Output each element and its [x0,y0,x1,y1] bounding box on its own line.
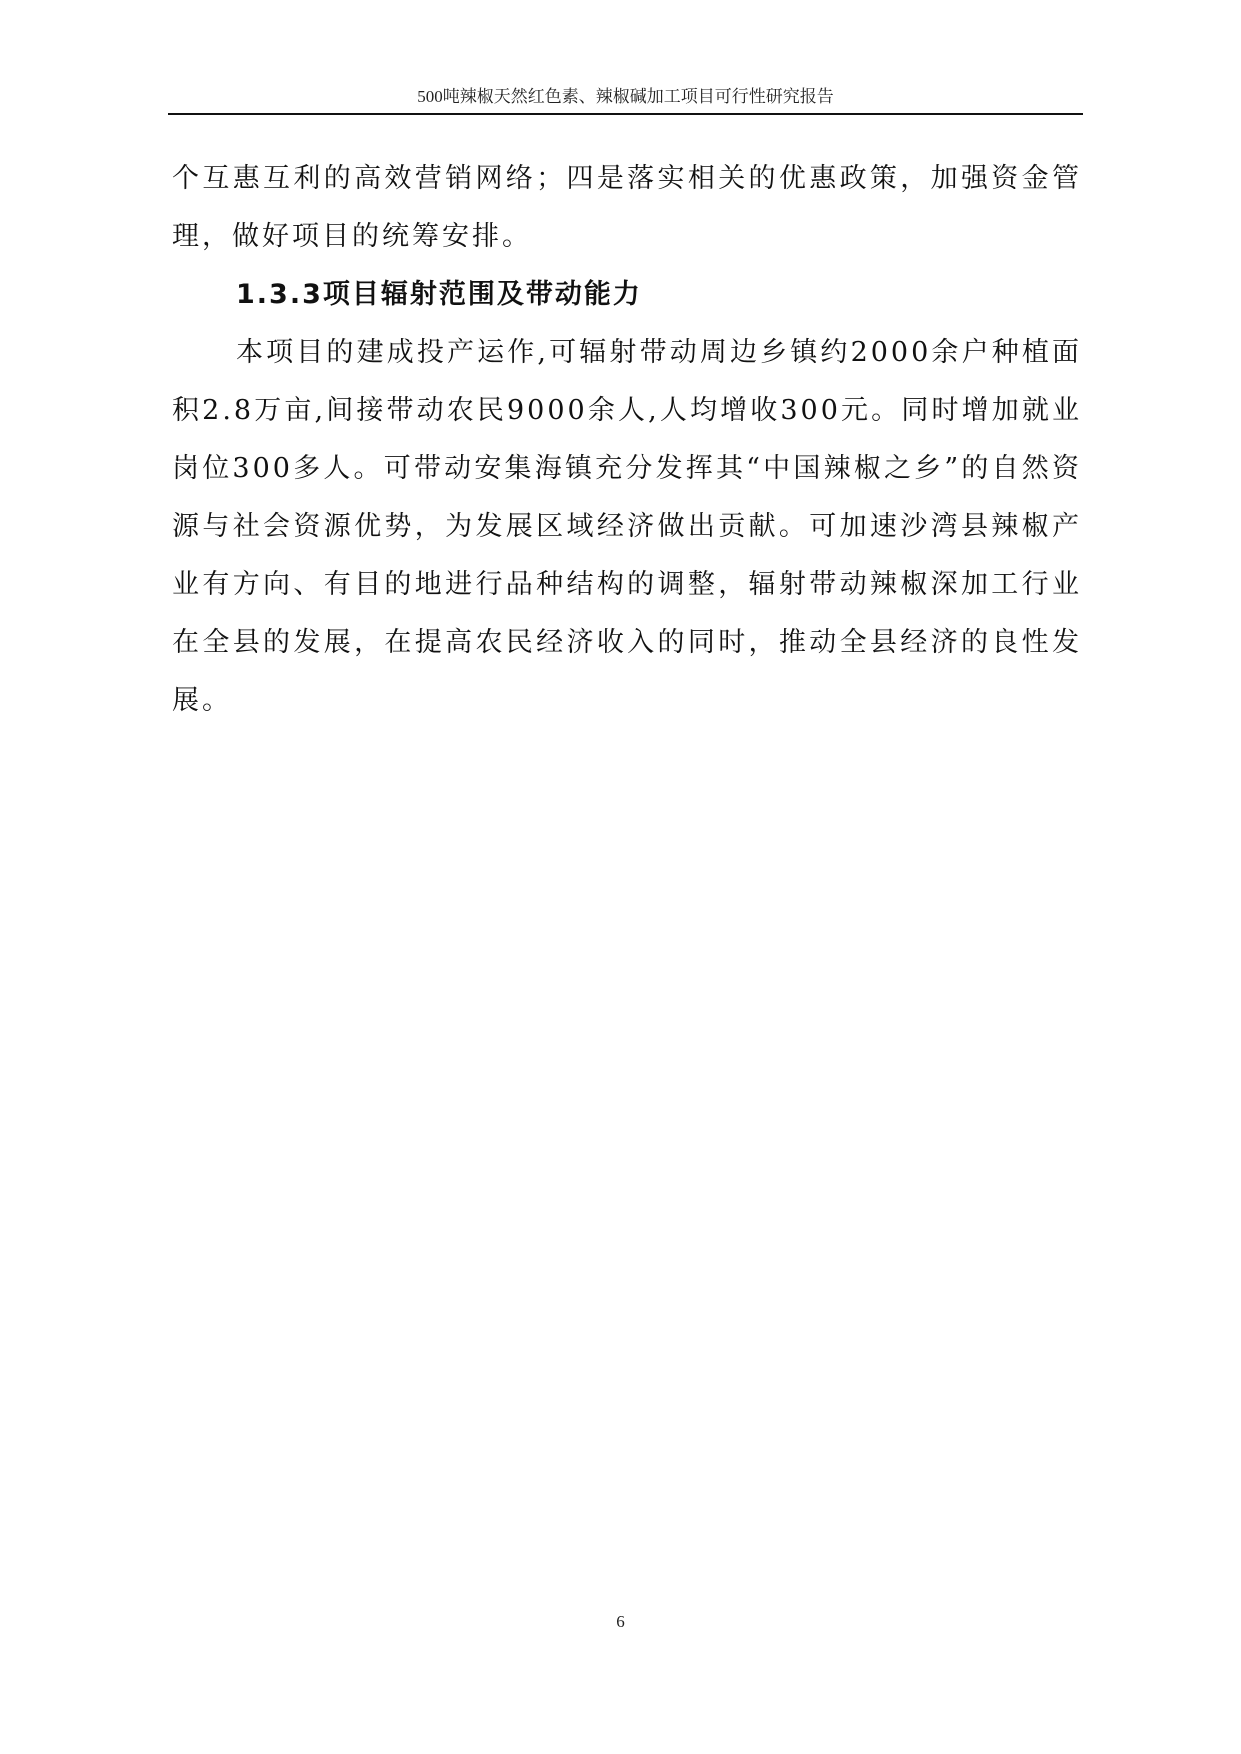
section-heading: 1.3.3项目辐射范围及带动能力 [236,279,642,310]
header-divider [168,113,1083,115]
running-header-title: 500吨辣椒天然红色素、辣椒碱加工项目可行性研究报告 [417,87,834,106]
page-body [172,150,1082,730]
section-paragraph: 本项目的建成投产运作,可辐射带动周边乡镇约2000余户种植面积2.8万亩,间接带动农民9000余人,人均增收300元。同时增加就业岗位300多人。可带动安集海镇充分发挥其“中国辣椒之乡”的自然资源与社会资源优势，为发展区域经济做出贡献。可加速沙湾县辣椒产业有方向、有目的地进行品种结构的调整，辐射带动辣椒深加工行业在全县的发展，在提高农民经济收入的同时，推动全县经济的良性发展。 [172,337,1082,716]
page-number: 6 [616,1612,625,1631]
continuation-paragraph: 个互惠互利的高效营销网络；四是落实相关的优惠政策，加强资金管理，做好项目的统筹安排。 [172,163,1082,252]
